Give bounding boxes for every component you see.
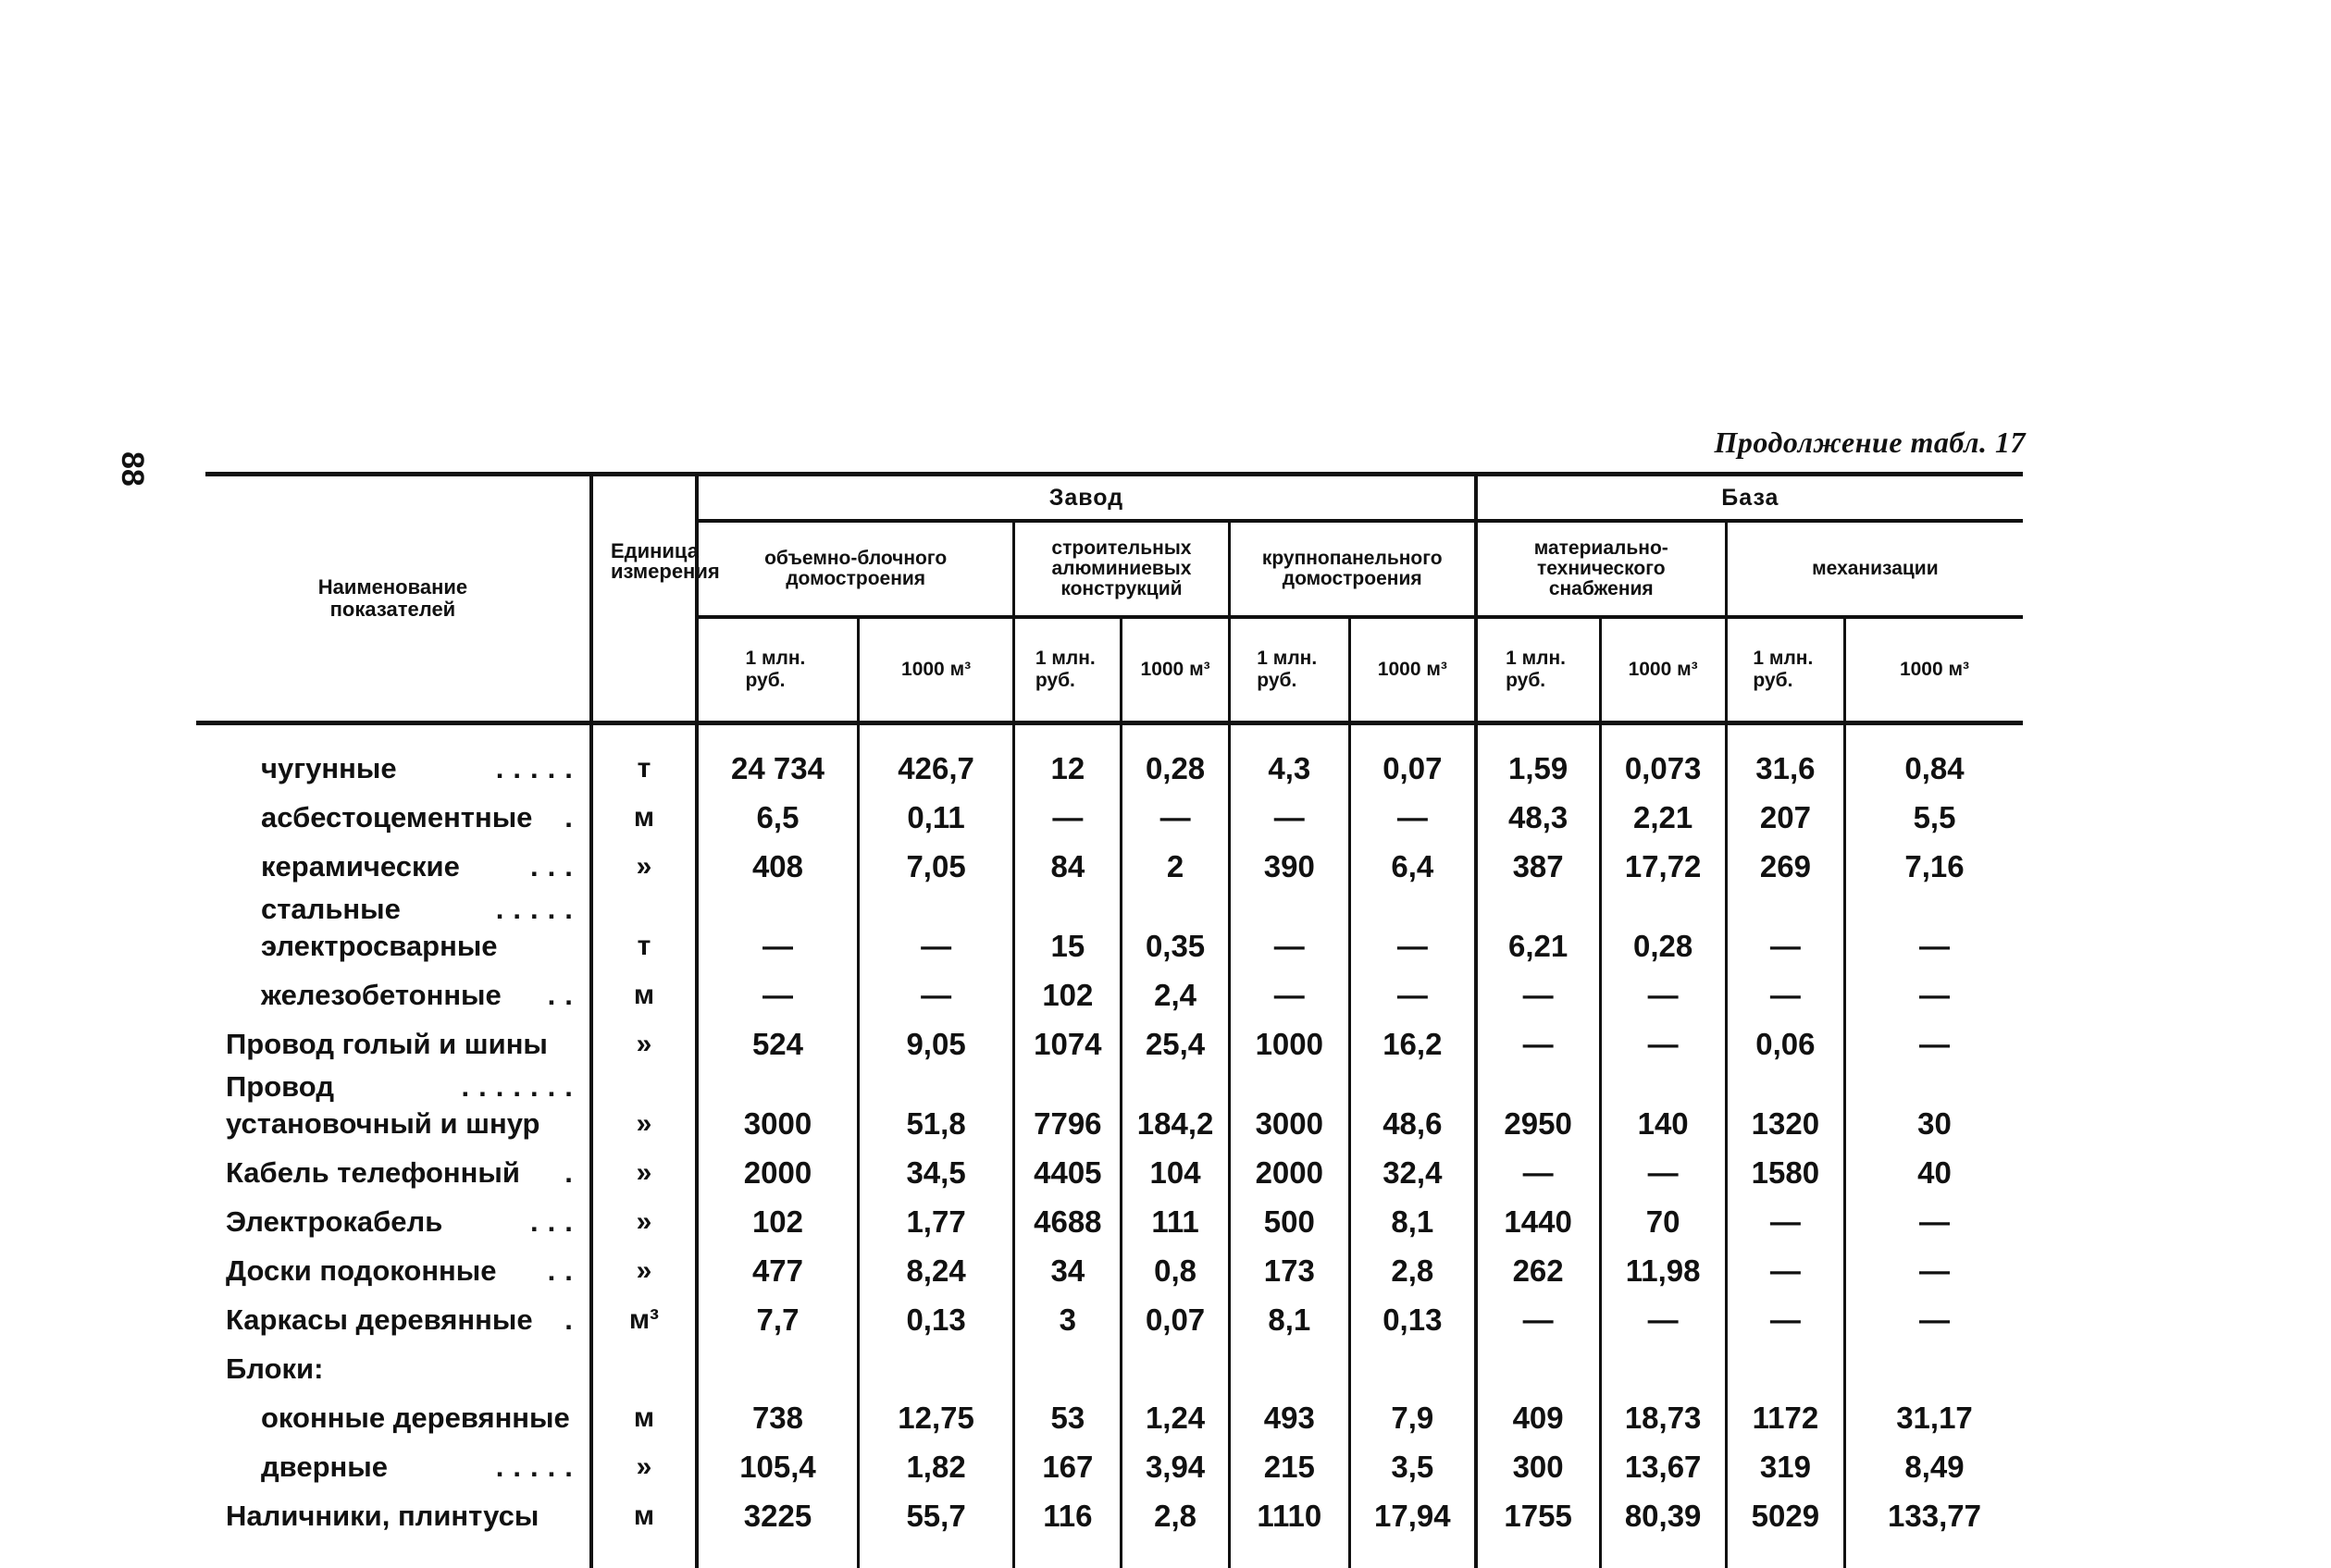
leader-dots: .. <box>548 1253 589 1290</box>
header-col-mln-3 <box>1229 617 1349 723</box>
row-value: 0,8 <box>1122 1241 1229 1290</box>
header-sub-supply-text: материально-технического снабжения <box>1499 538 1703 599</box>
row-value: 3 <box>1014 1290 1122 1339</box>
header-group-zavod: Завод <box>697 476 1476 521</box>
row-value: — <box>697 885 858 965</box>
row-value: 1,24 <box>1122 1388 1229 1437</box>
row-value: 4688 <box>1014 1191 1122 1241</box>
row-unit: » <box>591 1063 697 1142</box>
header-col-mln-5-text: 1 млн. руб. <box>1753 648 1817 692</box>
row-value: 524 <box>697 1014 858 1063</box>
table-row <box>196 1063 2023 1142</box>
header-sub-large-panel-text: крупнопанельного домостроения <box>1259 549 1444 589</box>
row-unit: м³ <box>591 1290 697 1339</box>
row-value: 7,16 <box>1845 836 2023 885</box>
row-value: — <box>1349 965 1475 1014</box>
row-value: 2,8 <box>1122 1486 1229 1568</box>
row-value: 7796 <box>1014 1063 1122 1142</box>
header-col-mln-1-text: 1 млн. руб. <box>745 648 810 692</box>
table-row <box>196 1388 2023 1437</box>
row-value: 477 <box>697 1241 858 1290</box>
row-name <box>196 1063 591 1142</box>
row-value: 12,75 <box>858 1388 1013 1437</box>
row-value: 70 <box>1600 1191 1726 1241</box>
row-value: 2000 <box>697 1142 858 1191</box>
row-name <box>196 836 591 885</box>
row-value: — <box>1229 885 1349 965</box>
row-name-text: Наличники, плинтусы <box>226 1500 539 1532</box>
row-unit: » <box>591 1191 697 1241</box>
row-value: 4,3 <box>1229 723 1349 788</box>
table-row <box>196 1290 2023 1339</box>
page-number: 88 <box>114 451 150 487</box>
row-value: 6,4 <box>1349 836 1475 885</box>
row-value: 6,21 <box>1476 885 1600 965</box>
leader-dots: ..... <box>496 891 589 928</box>
row-unit: » <box>591 1014 697 1063</box>
row-name-text: Каркасы деревянные <box>226 1303 533 1336</box>
row-value <box>1726 1339 1844 1388</box>
row-value: 111 <box>1122 1191 1229 1241</box>
row-unit: » <box>591 1142 697 1191</box>
row-value: 0,28 <box>1600 885 1726 965</box>
row-value: 105,4 <box>697 1437 858 1486</box>
header-col-1000-2: 1000 м³ <box>1122 617 1229 723</box>
row-unit <box>591 1339 697 1388</box>
row-value: 51,8 <box>858 1063 1013 1142</box>
leader-dots: ... <box>530 848 589 885</box>
header-unit-column <box>591 476 697 723</box>
row-value: 0,07 <box>1122 1290 1229 1339</box>
row-name <box>196 787 591 836</box>
row-unit: м <box>591 1486 697 1568</box>
row-value: — <box>1229 787 1349 836</box>
row-value: 5,5 <box>1845 787 2023 836</box>
table-row <box>196 1014 2023 1063</box>
row-value <box>1229 1339 1349 1388</box>
row-value: — <box>1845 1290 2023 1339</box>
row-value: 2000 <box>1229 1142 1349 1191</box>
table-row <box>196 1339 2023 1388</box>
row-value: 408 <box>697 836 858 885</box>
row-value: 1,59 <box>1476 723 1600 788</box>
header-sub-large-panel <box>1229 521 1476 617</box>
leader-dots: ..... <box>496 750 589 787</box>
row-value: 30 <box>1845 1063 2023 1142</box>
row-value: 3000 <box>1229 1063 1349 1142</box>
row-value: 426,7 <box>858 723 1013 788</box>
leader-dots: ....... <box>462 1068 589 1105</box>
header-sub-aluminium-text: строительных алюминиевых конструкций <box>1029 538 1214 599</box>
row-name-text: асбестоцементные <box>261 801 532 833</box>
row-value: — <box>1600 1142 1726 1191</box>
row-name <box>196 1388 591 1437</box>
row-name-text: чугунные <box>261 752 397 784</box>
row-value: 173 <box>1229 1241 1349 1290</box>
row-value: 3,5 <box>1349 1437 1475 1486</box>
row-value: — <box>1845 885 2023 965</box>
row-value: 387 <box>1476 836 1600 885</box>
header-col-mln-1 <box>697 617 858 723</box>
row-value: 31,6 <box>1726 723 1844 788</box>
row-value: 300 <box>1476 1437 1600 1486</box>
row-value: 53 <box>1014 1388 1122 1437</box>
header-name-text: Наименование показателей <box>300 576 485 621</box>
row-value: — <box>1726 1290 1844 1339</box>
row-value: 3,94 <box>1122 1437 1229 1486</box>
row-unit: » <box>591 836 697 885</box>
header-col-1000-5: 1000 м³ <box>1845 617 2023 723</box>
row-name <box>196 1290 591 1339</box>
header-col-1000-3: 1000 м³ <box>1349 617 1475 723</box>
table-row <box>196 965 2023 1014</box>
row-value: — <box>1845 1014 2023 1063</box>
row-value: — <box>1600 965 1726 1014</box>
row-unit: » <box>591 1241 697 1290</box>
leader-dots: ..... <box>496 1449 589 1486</box>
row-value: 2950 <box>1476 1063 1600 1142</box>
header-sub-volume-block-text: объемно-блочного домостроения <box>745 549 967 589</box>
header-sub-volume-block <box>697 521 1014 617</box>
row-value: 1,77 <box>858 1191 1013 1241</box>
row-value <box>697 1339 858 1388</box>
leader-dots: . <box>564 1302 589 1339</box>
table-row <box>196 836 2023 885</box>
table-row <box>196 1142 2023 1191</box>
row-value: — <box>858 965 1013 1014</box>
row-value: 25,4 <box>1122 1014 1229 1063</box>
row-value: 167 <box>1014 1437 1122 1486</box>
row-value: 207 <box>1726 787 1844 836</box>
row-value: 262 <box>1476 1241 1600 1290</box>
row-name-text: оконные деревянные <box>261 1401 570 1434</box>
row-value: — <box>1726 1241 1844 1290</box>
row-value: 48,3 <box>1476 787 1600 836</box>
row-value: 80,39 <box>1600 1486 1726 1568</box>
row-value: 4405 <box>1014 1142 1122 1191</box>
row-value: — <box>1122 787 1229 836</box>
header-col-mln-2-text: 1 млн. руб. <box>1035 648 1100 692</box>
header-col-mln-5 <box>1726 617 1844 723</box>
row-value: 102 <box>1014 965 1122 1014</box>
header-col-mln-4-text: 1 млн. руб. <box>1506 648 1570 692</box>
row-value: — <box>1726 885 1844 965</box>
row-value: — <box>697 965 858 1014</box>
row-value: 40 <box>1845 1142 2023 1191</box>
row-value: 7,05 <box>858 836 1013 885</box>
row-unit: » <box>591 1437 697 1486</box>
row-value: 12 <box>1014 723 1122 788</box>
row-value: 0,11 <box>858 787 1013 836</box>
row-value: 0,84 <box>1845 723 2023 788</box>
row-value: 7,7 <box>697 1290 858 1339</box>
row-name <box>196 885 591 965</box>
row-value <box>1349 1339 1475 1388</box>
row-value: 13,67 <box>1600 1437 1726 1486</box>
table-row <box>196 1486 2023 1568</box>
row-value: — <box>1600 1014 1726 1063</box>
row-value: 1,82 <box>858 1437 1013 1486</box>
row-value: 104 <box>1122 1142 1229 1191</box>
row-value <box>1476 1339 1600 1388</box>
row-name-text: Блоки: <box>226 1352 323 1385</box>
row-value: 493 <box>1229 1388 1349 1437</box>
header-col-mln-4 <box>1476 617 1600 723</box>
row-unit: м <box>591 1388 697 1437</box>
row-unit: м <box>591 787 697 836</box>
row-value: — <box>1726 1191 1844 1241</box>
row-value: 84 <box>1014 836 1122 885</box>
row-value: — <box>1229 965 1349 1014</box>
row-name-text: Доски подоконные <box>226 1254 497 1287</box>
row-value: 18,73 <box>1600 1388 1726 1437</box>
row-value: 8,24 <box>858 1241 1013 1290</box>
row-name-text: Провод установочный и шнур <box>226 1070 539 1140</box>
table-body <box>196 723 2023 1568</box>
table-row <box>196 1437 2023 1486</box>
row-value: 5029 <box>1726 1486 1844 1568</box>
row-value: — <box>1845 965 2023 1014</box>
row-unit: м <box>591 965 697 1014</box>
row-value <box>1122 1339 1229 1388</box>
row-name-text: керамические <box>261 850 460 883</box>
row-name-text: Кабель телефонный <box>226 1156 520 1189</box>
row-value: 8,1 <box>1349 1191 1475 1241</box>
row-value: 500 <box>1229 1191 1349 1241</box>
table-caption: Продолжение табл. 17 <box>1715 426 2026 460</box>
row-name <box>196 965 591 1014</box>
row-name <box>196 1191 591 1241</box>
row-value: — <box>1014 787 1122 836</box>
row-value: 0,073 <box>1600 723 1726 788</box>
leader-dots: . <box>564 1154 589 1191</box>
row-value: 34,5 <box>858 1142 1013 1191</box>
row-value: 2,4 <box>1122 965 1229 1014</box>
row-value: 184,2 <box>1122 1063 1229 1142</box>
row-value: 48,6 <box>1349 1063 1475 1142</box>
row-value: — <box>1476 965 1600 1014</box>
table-row <box>196 787 2023 836</box>
row-name <box>196 1241 591 1290</box>
row-value: 140 <box>1600 1063 1726 1142</box>
header-sub-mechanization: механизации <box>1726 521 2023 617</box>
row-unit: т <box>591 723 697 788</box>
row-value: 17,94 <box>1349 1486 1475 1568</box>
row-value: 31,17 <box>1845 1388 2023 1437</box>
row-value: 3000 <box>697 1063 858 1142</box>
row-unit: т <box>591 885 697 965</box>
row-value: 1000 <box>1229 1014 1349 1063</box>
row-value: 1074 <box>1014 1014 1122 1063</box>
table-header <box>196 476 2023 723</box>
row-value: 34 <box>1014 1241 1122 1290</box>
row-name <box>196 1486 591 1568</box>
row-value: 17,72 <box>1600 836 1726 885</box>
table-row <box>196 723 2023 788</box>
row-value: 215 <box>1229 1437 1349 1486</box>
table-row <box>196 1191 2023 1241</box>
row-name-text: Провод голый и шины <box>226 1028 548 1060</box>
row-value: 390 <box>1229 836 1349 885</box>
row-value <box>1845 1339 2023 1388</box>
header-col-1000-1: 1000 м³ <box>858 617 1013 723</box>
row-value: — <box>1845 1191 2023 1241</box>
row-value: — <box>1349 787 1475 836</box>
row-value: 55,7 <box>858 1486 1013 1568</box>
row-value: 0,13 <box>858 1290 1013 1339</box>
row-value: — <box>858 885 1013 965</box>
row-name-text: железобетонные <box>261 979 502 1011</box>
row-name <box>196 1437 591 1486</box>
row-value: 32,4 <box>1349 1142 1475 1191</box>
row-value: 8,1 <box>1229 1290 1349 1339</box>
row-value: 2,21 <box>1600 787 1726 836</box>
row-value: — <box>1476 1014 1600 1063</box>
row-value: 6,5 <box>697 787 858 836</box>
header-sub-aluminium <box>1014 521 1229 617</box>
table-row <box>196 1241 2023 1290</box>
row-value: 319 <box>1726 1437 1844 1486</box>
row-value: 738 <box>697 1388 858 1437</box>
row-value: 1172 <box>1726 1388 1844 1437</box>
row-value: 116 <box>1014 1486 1122 1568</box>
row-value: 269 <box>1726 836 1844 885</box>
row-value: 1440 <box>1476 1191 1600 1241</box>
row-name <box>196 1339 591 1388</box>
leader-dots: .. <box>548 977 589 1014</box>
row-value: 133,77 <box>1845 1486 2023 1568</box>
row-value: 1110 <box>1229 1486 1349 1568</box>
row-value: 1755 <box>1476 1486 1600 1568</box>
row-value: — <box>1349 885 1475 965</box>
row-value: — <box>1476 1142 1600 1191</box>
header-name-column <box>196 476 591 723</box>
leader-dots: . <box>564 799 589 836</box>
row-value: 0,28 <box>1122 723 1229 788</box>
header-col-mln-3-text: 1 млн. руб. <box>1257 648 1321 692</box>
row-name-text: стальные электросварные <box>261 893 498 962</box>
row-value <box>1014 1339 1122 1388</box>
row-value: — <box>1476 1290 1600 1339</box>
row-value: 102 <box>697 1191 858 1241</box>
row-value: 11,98 <box>1600 1241 1726 1290</box>
header-sub-supply <box>1476 521 1727 617</box>
row-value: 0,13 <box>1349 1290 1475 1339</box>
header-col-mln-2 <box>1014 617 1122 723</box>
row-value: 409 <box>1476 1388 1600 1437</box>
data-table <box>196 476 2023 1568</box>
row-value: 0,06 <box>1726 1014 1844 1063</box>
row-value: 15 <box>1014 885 1122 965</box>
header-unit-text: Единица измерения <box>611 541 677 582</box>
row-value: 8,49 <box>1845 1437 2023 1486</box>
row-value <box>858 1339 1013 1388</box>
row-value: 24 734 <box>697 723 858 788</box>
row-name <box>196 1014 591 1063</box>
row-value: 0,07 <box>1349 723 1475 788</box>
row-name <box>196 723 591 788</box>
row-value <box>1600 1339 1726 1388</box>
row-value: 16,2 <box>1349 1014 1475 1063</box>
leader-dots: ... <box>530 1204 589 1241</box>
row-value: 2 <box>1122 836 1229 885</box>
header-group-baza: База <box>1476 476 2023 521</box>
row-value: 0,35 <box>1122 885 1229 965</box>
row-value: — <box>1600 1290 1726 1339</box>
row-value: — <box>1726 965 1844 1014</box>
row-value: 1320 <box>1726 1063 1844 1142</box>
row-value: 2,8 <box>1349 1241 1475 1290</box>
row-value: 1580 <box>1726 1142 1844 1191</box>
row-value: 7,9 <box>1349 1388 1475 1437</box>
row-value: 3225 <box>697 1486 858 1568</box>
row-name <box>196 1142 591 1191</box>
row-name-text: дверные <box>261 1451 388 1483</box>
table-row <box>196 885 2023 965</box>
row-value: 9,05 <box>858 1014 1013 1063</box>
row-value: — <box>1845 1241 2023 1290</box>
row-name-text: Электрокабель <box>226 1205 442 1238</box>
header-col-1000-4: 1000 м³ <box>1600 617 1726 723</box>
